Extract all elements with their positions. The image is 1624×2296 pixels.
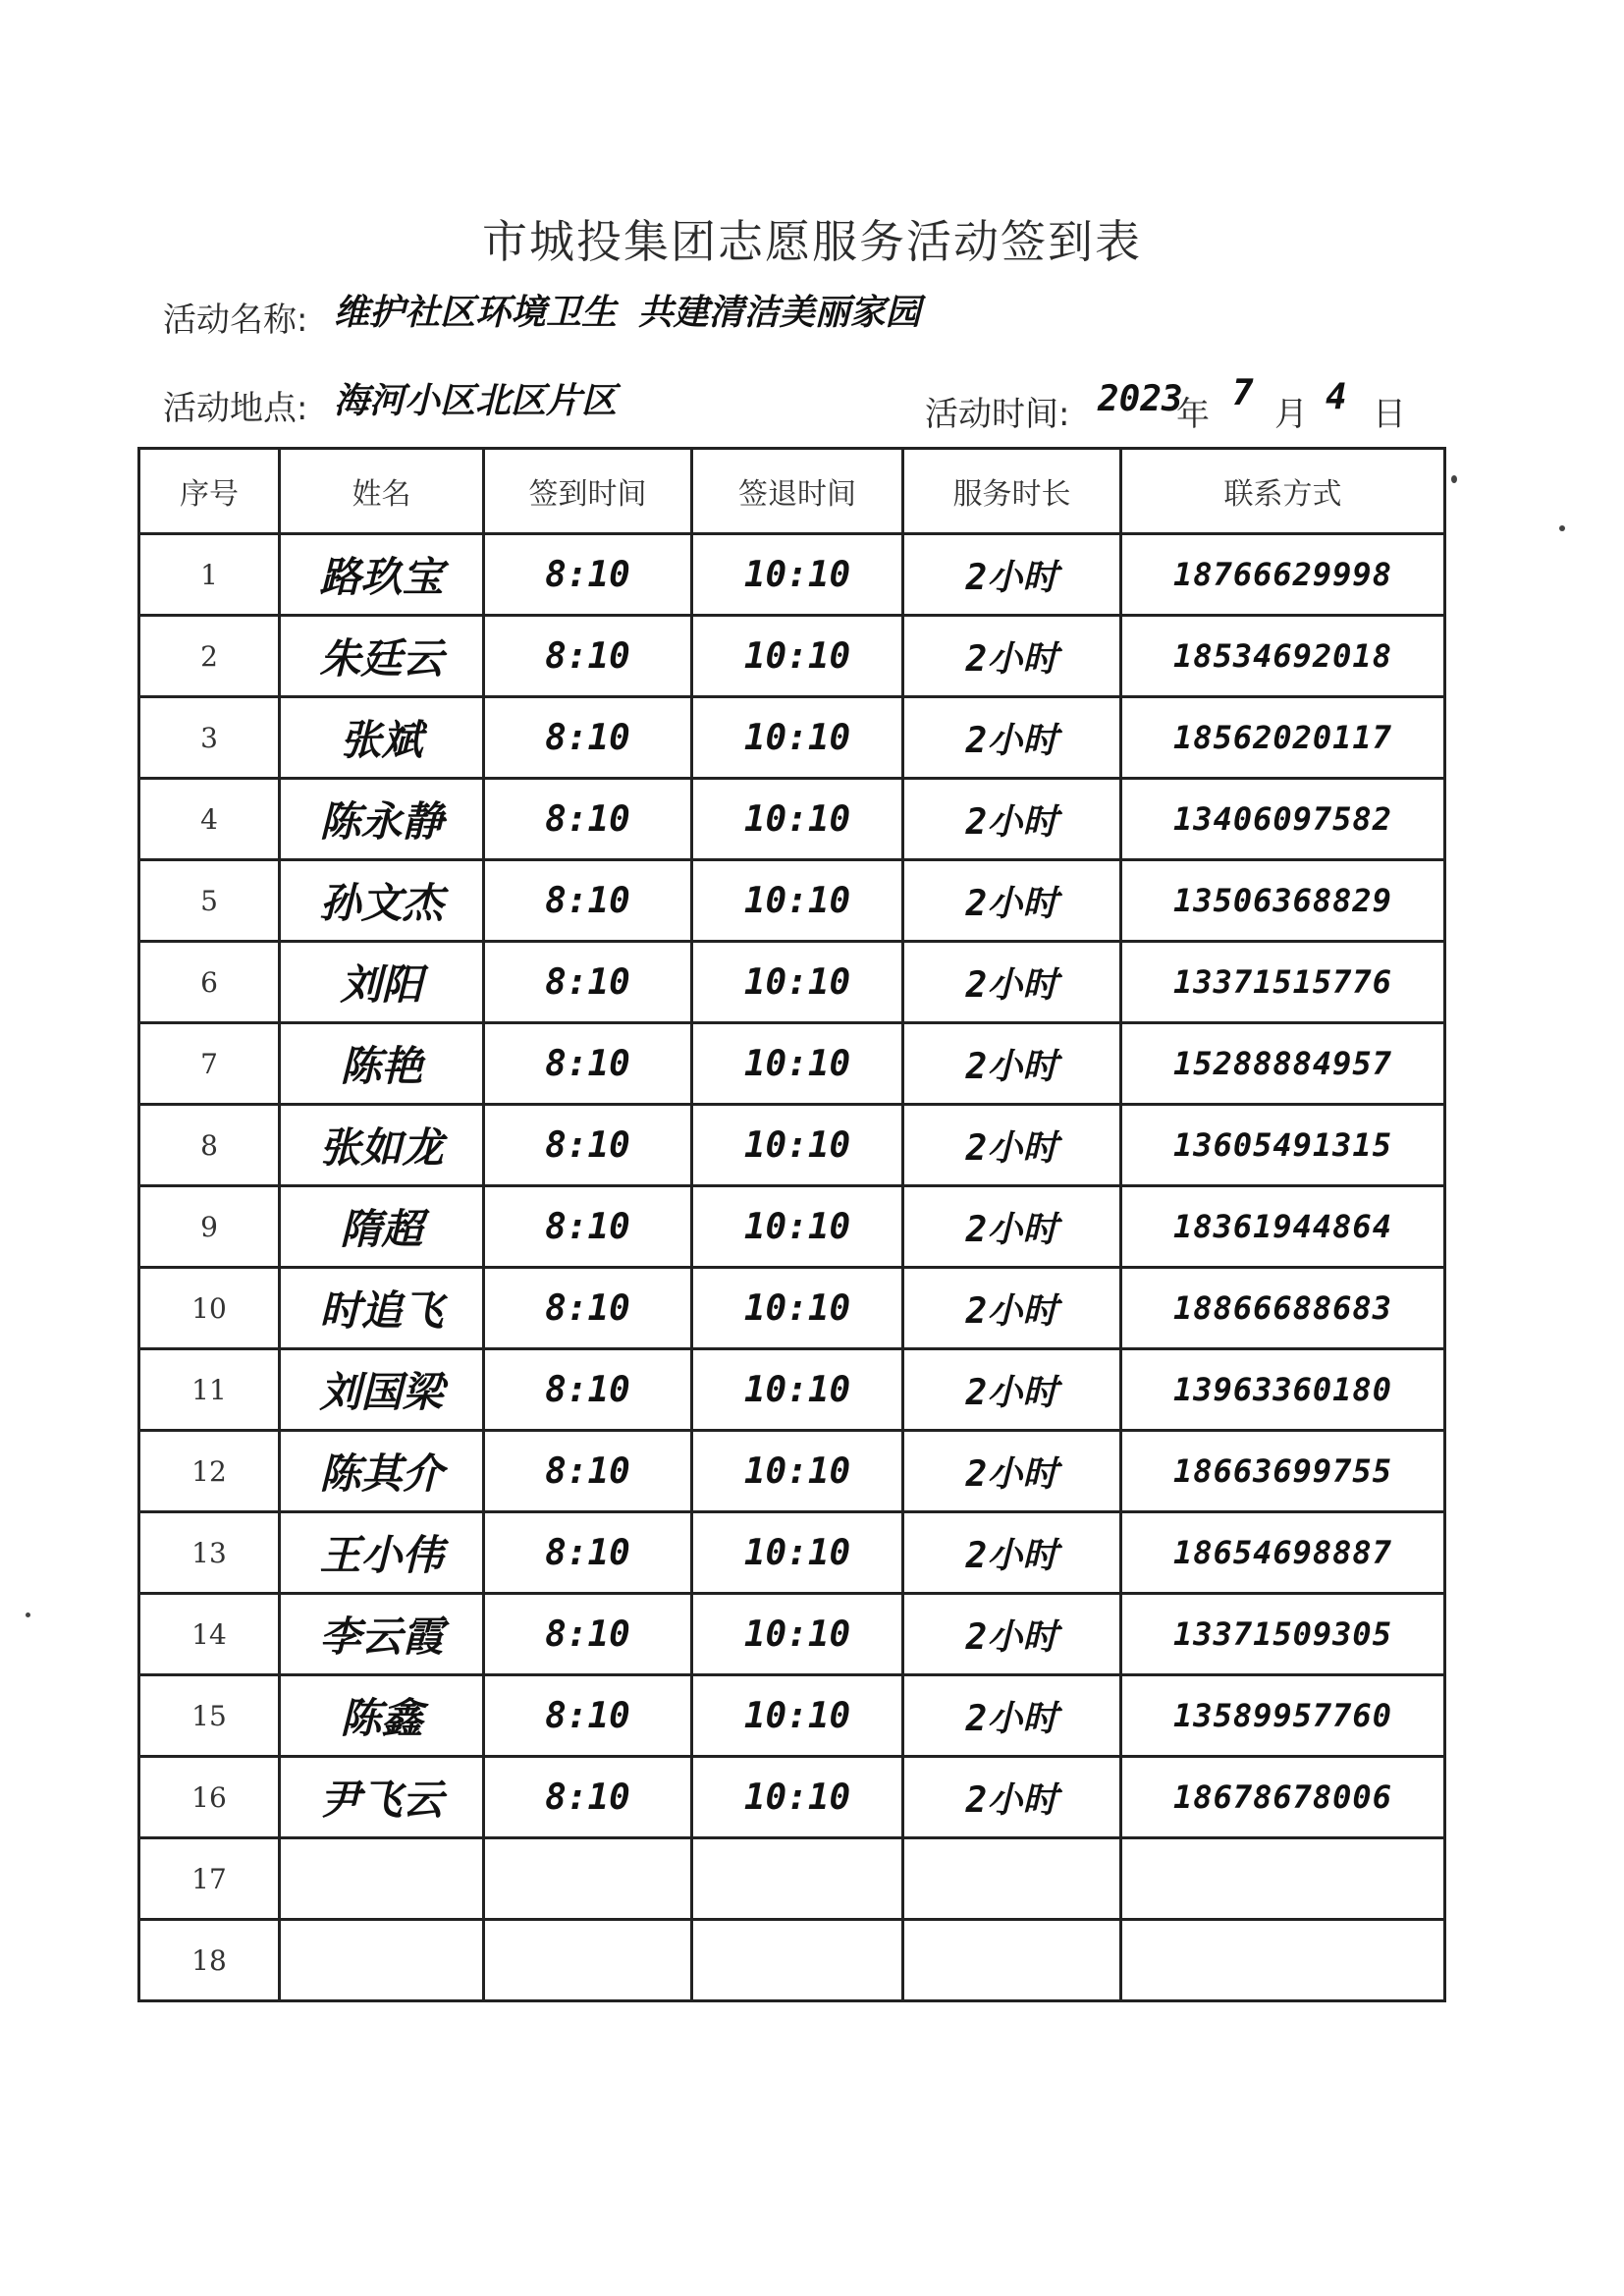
row-sign-out-time: 10:10 <box>692 1512 903 1594</box>
row-contact-phone: 18866688683 <box>1121 1268 1445 1349</box>
row-service-duration: 2小时 <box>903 1675 1121 1757</box>
row-sign-in-time: 8:10 <box>484 1105 692 1186</box>
table-row <box>139 1838 1445 1920</box>
row-service-duration <box>903 1920 1121 2001</box>
row-service-duration: 2小时 <box>903 1023 1121 1105</box>
table-row <box>139 1023 1445 1105</box>
row-service-duration: 2小时 <box>903 779 1121 860</box>
header-name: 姓名 <box>280 449 484 534</box>
row-sign-out-time: 10:10 <box>692 616 903 697</box>
date-month: 7 <box>1232 373 1254 413</box>
row-index: 11 <box>139 1349 280 1431</box>
row-sign-in-time: 8:10 <box>484 1675 692 1757</box>
row-sign-out-time: 10:10 <box>692 697 903 779</box>
table-row <box>139 860 1445 942</box>
row-name: 路玖宝 <box>280 534 484 616</box>
row-sign-out-time: 10:10 <box>692 1757 903 1838</box>
activity-name-value: 维护社区环境卫生 共建清洁美丽家园 <box>334 293 921 333</box>
row-name: 陈永静 <box>280 779 484 860</box>
row-sign-out-time: 10:10 <box>692 534 903 616</box>
table-row <box>139 697 1445 779</box>
row-sign-in-time: 8:10 <box>484 1349 692 1431</box>
row-service-duration: 2小时 <box>903 1186 1121 1268</box>
row-sign-in-time: 8:10 <box>484 1431 692 1512</box>
row-service-duration: 2小时 <box>903 860 1121 942</box>
row-contact-phone: 18534692018 <box>1121 616 1445 697</box>
row-contact-phone: 13605491315 <box>1121 1105 1445 1186</box>
row-sign-out-time: 10:10 <box>692 1023 903 1105</box>
row-service-duration: 2小时 <box>903 1349 1121 1431</box>
row-sign-in-time: 8:10 <box>484 1268 692 1349</box>
row-contact-phone: 18361944864 <box>1121 1186 1445 1268</box>
row-sign-in-time: 8:10 <box>484 1594 692 1675</box>
row-sign-out-time: 10:10 <box>692 1105 903 1186</box>
row-sign-in-time <box>484 1838 692 1920</box>
document-title: 市城投集团志愿服务活动签到表 <box>482 215 1142 268</box>
row-sign-in-time: 8:10 <box>484 1186 692 1268</box>
row-name: 陈其介 <box>280 1431 484 1512</box>
activity-name-label: 活动名称: <box>163 301 308 340</box>
activity-location-value: 海河小区北区片区 <box>334 381 618 421</box>
row-sign-out-time <box>692 1920 903 2001</box>
row-sign-out-time: 10:10 <box>692 942 903 1023</box>
table-row <box>139 1105 1445 1186</box>
table-row <box>139 616 1445 697</box>
row-sign-out-time: 10:10 <box>692 1675 903 1757</box>
date-month-unit: 月 <box>1274 395 1308 434</box>
row-service-duration: 2小时 <box>903 1512 1121 1594</box>
date-day-unit: 日 <box>1373 395 1406 434</box>
table-row <box>139 942 1445 1023</box>
row-contact-phone <box>1121 1920 1445 2001</box>
row-service-duration: 2小时 <box>903 697 1121 779</box>
row-contact-phone: 18663699755 <box>1121 1431 1445 1512</box>
activity-location-label: 活动地点: <box>163 389 308 428</box>
row-index: 3 <box>139 697 280 779</box>
row-service-duration: 2小时 <box>903 1431 1121 1512</box>
table-row <box>139 1675 1445 1757</box>
scan-speck <box>26 1613 30 1617</box>
row-sign-in-time: 8:10 <box>484 1757 692 1838</box>
row-sign-out-time: 10:10 <box>692 1594 903 1675</box>
row-name: 刘阳 <box>280 942 484 1023</box>
header-duration: 服务时长 <box>903 449 1121 534</box>
date-year-unit: 年 <box>1176 395 1210 434</box>
row-name: 时追飞 <box>280 1268 484 1349</box>
row-index: 15 <box>139 1675 280 1757</box>
row-sign-in-time: 8:10 <box>484 779 692 860</box>
row-index: 8 <box>139 1105 280 1186</box>
sign-in-table <box>137 447 1446 2002</box>
scan-speck <box>1559 525 1565 531</box>
date-year: 2023 <box>1098 379 1183 419</box>
row-sign-in-time: 8:10 <box>484 616 692 697</box>
row-name: 陈鑫 <box>280 1675 484 1757</box>
row-contact-phone: 13371509305 <box>1121 1594 1445 1675</box>
row-sign-in-time: 8:10 <box>484 942 692 1023</box>
table-row <box>139 534 1445 616</box>
table-row <box>139 779 1445 860</box>
row-contact-phone: 18562020117 <box>1121 697 1445 779</box>
row-index: 18 <box>139 1920 280 2001</box>
header-index: 序号 <box>139 449 280 534</box>
table-header-row <box>139 449 1445 534</box>
row-contact-phone: 18654698887 <box>1121 1512 1445 1594</box>
table-row <box>139 1349 1445 1431</box>
table-row <box>139 1268 1445 1349</box>
table-row <box>139 1186 1445 1268</box>
row-service-duration: 2小时 <box>903 534 1121 616</box>
row-index: 4 <box>139 779 280 860</box>
header-contact: 联系方式 <box>1121 449 1445 534</box>
row-contact-phone: 18678678006 <box>1121 1757 1445 1838</box>
row-name <box>280 1838 484 1920</box>
row-service-duration: 2小时 <box>903 616 1121 697</box>
row-name: 孙文杰 <box>280 860 484 942</box>
row-index: 2 <box>139 616 280 697</box>
table-row <box>139 1512 1445 1594</box>
row-sign-in-time <box>484 1920 692 2001</box>
row-sign-in-time: 8:10 <box>484 697 692 779</box>
row-sign-in-time: 8:10 <box>484 1512 692 1594</box>
row-index: 5 <box>139 860 280 942</box>
row-sign-in-time: 8:10 <box>484 534 692 616</box>
row-sign-out-time: 10:10 <box>692 860 903 942</box>
row-name: 隋超 <box>280 1186 484 1268</box>
row-contact-phone: 15288884957 <box>1121 1023 1445 1105</box>
row-index: 16 <box>139 1757 280 1838</box>
row-contact-phone: 18766629998 <box>1121 534 1445 616</box>
row-contact-phone: 13963360180 <box>1121 1349 1445 1431</box>
row-name: 刘国梁 <box>280 1349 484 1431</box>
row-contact-phone: 13371515776 <box>1121 942 1445 1023</box>
row-contact-phone: 13406097582 <box>1121 779 1445 860</box>
row-sign-out-time: 10:10 <box>692 1186 903 1268</box>
table-row <box>139 1594 1445 1675</box>
table-row <box>139 1757 1445 1838</box>
row-sign-out-time <box>692 1838 903 1920</box>
row-sign-out-time: 10:10 <box>692 1268 903 1349</box>
row-index: 7 <box>139 1023 280 1105</box>
header-sign-in: 签到时间 <box>484 449 692 534</box>
row-contact-phone <box>1121 1838 1445 1920</box>
row-name: 王小伟 <box>280 1512 484 1594</box>
row-index: 12 <box>139 1431 280 1512</box>
row-index: 6 <box>139 942 280 1023</box>
row-sign-in-time: 8:10 <box>484 1023 692 1105</box>
row-service-duration: 2小时 <box>903 942 1121 1023</box>
row-sign-in-time: 8:10 <box>484 860 692 942</box>
row-index: 9 <box>139 1186 280 1268</box>
row-sign-out-time: 10:10 <box>692 1431 903 1512</box>
row-name <box>280 1920 484 2001</box>
row-sign-out-time: 10:10 <box>692 1349 903 1431</box>
row-index: 1 <box>139 534 280 616</box>
row-index: 17 <box>139 1838 280 1920</box>
row-name: 陈艳 <box>280 1023 484 1105</box>
table-row <box>139 1920 1445 2001</box>
row-name: 朱廷云 <box>280 616 484 697</box>
row-index: 10 <box>139 1268 280 1349</box>
activity-time-label: 活动时间: <box>925 395 1070 434</box>
row-service-duration: 2小时 <box>903 1594 1121 1675</box>
date-day: 4 <box>1326 377 1347 417</box>
row-name: 尹飞云 <box>280 1757 484 1838</box>
row-name: 李云霞 <box>280 1594 484 1675</box>
row-index: 13 <box>139 1512 280 1594</box>
row-index: 14 <box>139 1594 280 1675</box>
row-name: 张如龙 <box>280 1105 484 1186</box>
row-service-duration: 2小时 <box>903 1105 1121 1186</box>
row-contact-phone: 13589957760 <box>1121 1675 1445 1757</box>
table-row <box>139 1431 1445 1512</box>
row-service-duration: 2小时 <box>903 1268 1121 1349</box>
row-sign-out-time: 10:10 <box>692 779 903 860</box>
row-service-duration <box>903 1838 1121 1920</box>
row-name: 张斌 <box>280 697 484 779</box>
scan-speck <box>1451 475 1457 483</box>
row-service-duration: 2小时 <box>903 1757 1121 1838</box>
header-sign-out: 签退时间 <box>692 449 903 534</box>
row-contact-phone: 13506368829 <box>1121 860 1445 942</box>
